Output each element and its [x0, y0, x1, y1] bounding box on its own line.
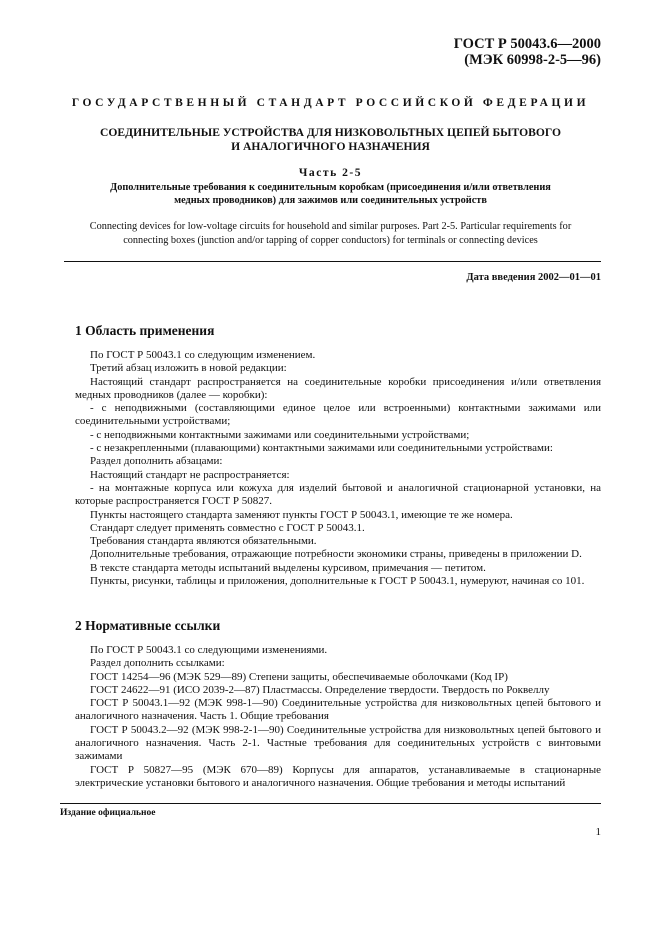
document-title-line-1: СОЕДИНИТЕЛЬНЫЕ УСТРОЙСТВА ДЛЯ НИЗКОВОЛЬТНЫХ ЦЕПЕЙ БЫТОВОГО [100, 126, 561, 139]
paragraph: ГОСТ 14254—96 (МЭК 529—89) Степени защиты, обеспечиваемые оболочками (Код IP) [90, 670, 508, 683]
paragraph: ГОСТ Р 50043.1—92 (МЭК 998-1—90) Соединительные устройства для низковольтных цепей бытового и аналогичного назначения. Часть 1. Общие требования [75, 697, 601, 723]
section-1-heading: 1 Область применения [75, 323, 215, 338]
paragraph: - с незакрепленными (плавающими) контактными зажимами или соединительными устройствами: [90, 442, 553, 455]
subtitle-line-2: медных проводников) для зажимов или соединительных устройств [174, 195, 487, 206]
section-2-heading: 2 Нормативные ссылки [75, 618, 221, 633]
paragraph: По ГОСТ Р 50043.1 со следующим изменением. [90, 349, 316, 361]
paragraph: ГОСТ 24622—91 (ИСО 2039-2—87) Пластмассы. Определение твердости. Твердость по Роквеллу [90, 683, 550, 696]
state-standard-title: ГОСУДАРСТВЕННЫЙ СТАНДАРТ РОССИЙСКОЙ ФЕДЕРАЦИИ [71, 97, 590, 109]
document-title [60, 126, 601, 154]
page-number: 1 [595, 826, 601, 838]
paragraph: Пункты, рисунки, таблицы и приложения, дополнительные к ГОСТ Р 50043.1, нумеруют, начиная со 101. [90, 575, 585, 588]
title-divider [64, 261, 601, 262]
paragraph: ГОСТ Р 50043.2—92 (МЭК 998-2-1—90) Соединительные устройства для низковольтных цепей бытового и аналогичного назначения. Часть 2-1. Частные требования для соединительных устройств с винтовыми зажимами [75, 723, 601, 763]
edition-note: Издание официальное [60, 808, 156, 818]
paragraph: Раздел дополнить ссылками: [90, 657, 225, 670]
section-2-body [75, 644, 601, 790]
iec-number: (МЭК 60998-2-5—96) [464, 52, 601, 68]
paragraph: В тексте стандарта методы испытаний выделены курсивом, примечания — петитом. [90, 561, 486, 574]
part-number: Часть 2-5 [298, 166, 363, 179]
paragraph: По ГОСТ Р 50043.1 со следующими изменениями. [90, 644, 328, 656]
paragraph: - с неподвижными (составляющими единое целое или встроенными) контактными зажимами или соединительными устройствами; [75, 402, 601, 428]
paragraph: - с неподвижными контактными зажимами или соединительными устройствами; [90, 428, 470, 441]
paragraph: Требования стандарта являются обязательными. [90, 535, 317, 548]
gost-number: ГОСТ Р 50043.6—2000 [453, 36, 601, 52]
paragraph: - на монтажные корпуса или кожуха для изделий бытовой и аналогичной стационарной установки, на которые распространяется ГОСТ Р 50827. [75, 481, 601, 508]
footer-divider [60, 803, 601, 804]
subtitle-line-1: Дополнительные требования к соединительным коробкам (присоединения и/или ответвления [110, 182, 551, 193]
paragraph: Настоящий стандарт распространяется на соединительные коробки присоединения и/или ответвления медных проводников (далее — коробки): [75, 375, 601, 401]
introduction-date: Дата введения 2002—01—01 [466, 272, 601, 283]
paragraph: Дополнительные требования, отражающие потребности экономики страны, приведены в приложении D. [90, 548, 582, 561]
paragraph: Настоящий стандарт не распространяется: [90, 468, 290, 481]
document-title-line-2: И АНАЛОГИЧНОГО НАЗНАЧЕНИЯ [231, 140, 430, 153]
document-subtitle [60, 181, 601, 207]
english-title-line-1: Connecting devices for low-voltage circuits for household and similar purposes. Part 2-5. Particular requirements for [89, 221, 572, 232]
paragraph: Раздел дополнить абзацами: [90, 455, 223, 468]
paragraph: Третий абзац изложить в новой редакции: [90, 362, 287, 375]
paragraph: Пункты настоящего стандарта заменяют пункты ГОСТ Р 50043.1, имеющие те же номера. [90, 508, 513, 521]
paragraph: ГОСТ Р 50827—95 (МЭК 670—89) Корпусы для аппаратов, устанавливаемые в стационарные электрические установки бытового и аналогичного назначения. Общие требования и методы испытаний [75, 763, 601, 789]
paragraph: Стандарт следует применять совместно с ГОСТ Р 50043.1. [90, 521, 365, 534]
english-title [60, 220, 601, 248]
english-title-line-2: connecting boxes (junction and/or tapping of copper conductors) for terminals or connecting devices [123, 235, 538, 246]
section-1-body [75, 349, 601, 588]
